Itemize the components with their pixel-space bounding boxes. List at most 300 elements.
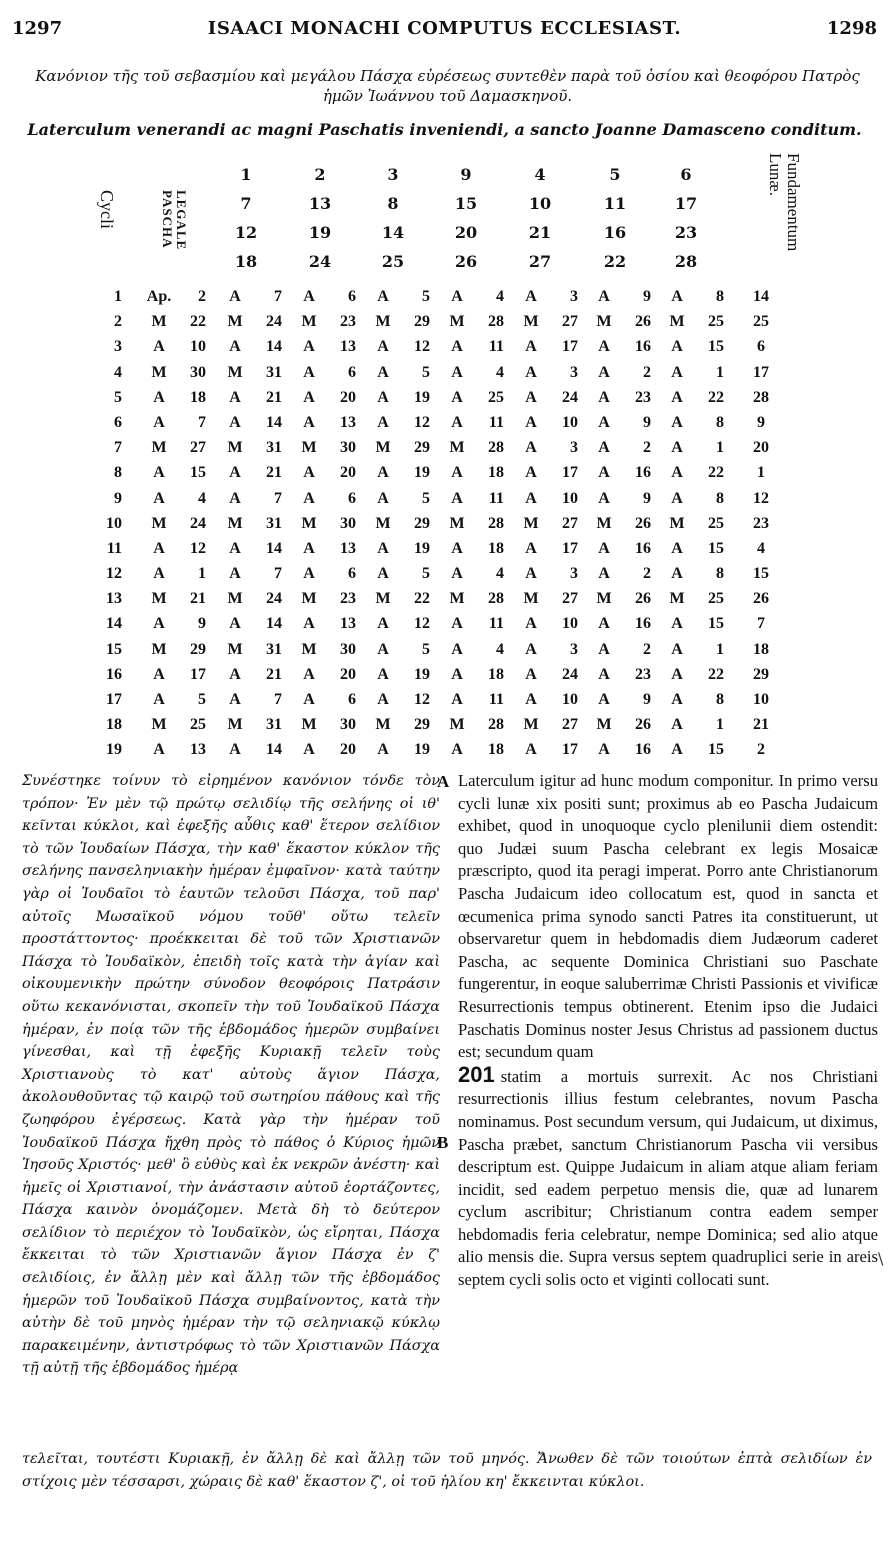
day-number: 14 xyxy=(266,615,282,633)
solar-cycle-number: 19 xyxy=(308,223,332,242)
day-number: 30 xyxy=(340,514,356,532)
month-abbrev: A xyxy=(377,489,389,507)
month-abbrev: M xyxy=(227,640,243,658)
day-number: 19 xyxy=(414,388,430,406)
month-abbrev: A xyxy=(153,665,165,683)
month-abbrev: M xyxy=(375,514,391,532)
month-abbrev: A xyxy=(525,665,537,683)
month-abbrev: A xyxy=(598,413,610,431)
day-number: 11 xyxy=(488,691,504,708)
day-number: 22 xyxy=(708,388,724,406)
day-number: 18 xyxy=(488,741,504,759)
month-abbrev: A xyxy=(525,539,537,557)
month-abbrev: A xyxy=(671,363,683,381)
month-abbrev: M xyxy=(596,590,612,608)
day-number: 18 xyxy=(488,665,504,683)
month-abbrev: A xyxy=(303,388,315,406)
lunar-cycle-number: 10 xyxy=(106,514,122,532)
month-abbrev: M xyxy=(151,313,167,331)
column-heading-legale-pascha xyxy=(160,190,188,280)
month-abbrev: A xyxy=(303,615,315,633)
month-abbrev: A xyxy=(153,691,165,708)
month-abbrev: A xyxy=(671,288,683,305)
day-number: 19 xyxy=(414,464,430,482)
day-number: 29 xyxy=(414,439,430,457)
month-abbrev: M xyxy=(449,716,465,734)
day-number: 5 xyxy=(422,363,430,381)
greek-tail-paragraph: τελεῖται, τουτέστι Κυριακῇ, ἐν ἄλλῃ δὲ καὶ ἄλλῃ τῶν τοῦ μηνός. Ἄνωθεν δὲ τῶν τοιούτων ἑπτὰ σελιδίων ἐν στίχοις μὲν τέσσαρσι, χώραις δὲ καθ' ἕκαστον ζ', οἱ τοῦ ἡλίου κη' ἔκκεινται κύκλοι. xyxy=(22,1451,872,1490)
day-number: 14 xyxy=(266,413,282,431)
fundamentum-lunae-value: 15 xyxy=(753,565,769,583)
fundamentum-lunae-value: 1 xyxy=(757,464,765,482)
month-abbrev: M xyxy=(596,716,612,734)
legale-label: LEGALE xyxy=(174,190,189,251)
month-abbrev: A xyxy=(229,691,241,708)
month-abbrev: A xyxy=(598,640,610,658)
month-abbrev: A xyxy=(451,413,463,431)
day-number: 13 xyxy=(340,413,356,431)
day-number: 12 xyxy=(414,338,430,356)
day-number: 30 xyxy=(340,640,356,658)
day-number: 15 xyxy=(708,539,724,557)
running-title: ISAACI MONACHI COMPUTUS ECCLESIAST. xyxy=(207,18,682,39)
solar-cycle-number: 22 xyxy=(603,252,627,271)
day-number: 24 xyxy=(562,665,578,683)
month-abbrev: A xyxy=(303,489,315,507)
day-number: 24 xyxy=(562,388,578,406)
lunar-cycle-number: 17 xyxy=(106,691,122,708)
day-number: 6 xyxy=(348,489,356,507)
month-abbrev: A xyxy=(598,288,610,305)
day-number: 20 xyxy=(340,464,356,482)
day-number: 20 xyxy=(340,388,356,406)
month-abbrev: A xyxy=(671,640,683,658)
month-abbrev: M xyxy=(375,716,391,734)
month-abbrev: M xyxy=(301,640,317,658)
solar-cycle-number: 17 xyxy=(674,194,698,213)
greek-paragraph: Συνέστηκε τοίνυν τὸ εἰρημένον κανόνιον τόνδε τὸν τρόπον· Ἐν μὲν τῷ πρώτῳ σελιδίῳ τῆς σελήνης οἱ ιθ' κεῖνται κύκλοι, καὶ ἐφεξῆς αὖθις καθ' ἕτερον σελίδιον τὸ τῶν Ἰουδαίων Πάσχα, τὴν καθ' ἕκαστον κύκλον τῆς σελήνης πανσεληνιακὴν ἡμέραν ἐμφαῖνον· κατὰ ταύτην γὰρ οἱ Ἰουδαῖοι τὸ ἑαυτῶν τελοῦσι Πάσχα, τοῦ παρ' αὐτοῖς Μωσαϊκοῦ νόμου τοῦθ' οὕτω τελεῖν προστάττοντος· προέκκειται δὲ τοῦ τῶν Χριστιανῶν Πάσχα τὸ Ἰουδαϊκὸν, ἐπειδὴ τοῖς κατὰ τὴν ἁγίαν καὶ οἰκουμενικὴν πρώτην σύνοδον θεοφόροις Πατράσιν οὕτω κεκανόνισται, σκοπεῖν τὴν τοῦ Ἰουδαϊκοῦ Πάσχα ἡμέραν, ἐν ποίᾳ τῶν τῆς ἑβδομάδος ἡμερῶν συμβαίνει γίνεσθαι, καὶ τῇ ἐφεξῆς Κυριακῇ τελεῖν τοὺς Χριστιανοὺς τὸ κατ' αὐτοὺς ἅγιον Πάσχα, ἀκολουθοῦντας τῷ καιρῷ τοῦ σωτηρίου πάθους καὶ τῆς ζωηφόρου ἐγέρσεως. Κατὰ γὰρ τὴν ἡμέραν τοῦ Ἰουδαϊκοῦ Πάσχα ἤχθη πρὸς τὸ πάθος ὁ Κύριος ἡμῶν Ἰησοῦς Χριστός· μεθ' ὃ εὐθὺς καὶ ἐκ νεκρῶν ἀνέστη· καὶ ἡμεῖς οἱ Χριστιανοί, τὴν ἀνάστασιν αὐτοῦ ἑορτάζοντες, Πάσχα καινὸν ὀνομάζομεν. Μετὰ δὴ τὸ δεύτερον σελίδιον τὸ περιέχον τὸ Ἰουδαϊκὸν, ὡς εἴρηται, Πάσχα ἔκκειται τὸ τῶν Χριστιανῶν ἅγιον Πάσχα ἐν ζ' σελιδίοις, ἐν ἄλλῃ μὲν καὶ ἄλλῃ τῶν τῆς ἑβδομάδος ἡμερῶν τοῦ Ἰουδαϊκοῦ Πάσχα συμβαίνοντος, κατὰ τὴν αὐτὴν δὲ τοῦ μηνὸς ἡμέραν τὴν τῷ σεληνιακῷ κύκλῳ παρακειμένην, ἀντιστρόφως τὸ τῶν Χριστιανῶν Πάσχα τῇ αὐτῇ τῆς ἑβδομάδος ἡμέρᾳ xyxy=(22,773,440,1377)
month-abbrev: A xyxy=(525,615,537,633)
lunar-cycle-number: 9 xyxy=(114,489,122,507)
fundamentum-lunae-value: 4 xyxy=(757,539,765,557)
solar-cycle-number: 13 xyxy=(308,194,332,213)
day-number: 7 xyxy=(274,288,282,305)
month-abbrev: A xyxy=(525,413,537,431)
month-abbrev: A xyxy=(525,464,537,482)
month-abbrev: A xyxy=(451,489,463,507)
month-abbrev: A xyxy=(671,464,683,482)
month-abbrev: A xyxy=(377,388,389,406)
month-abbrev: A xyxy=(229,741,241,759)
day-number: 9 xyxy=(643,489,651,507)
month-abbrev: A xyxy=(451,565,463,583)
month-abbrev: M xyxy=(669,514,685,532)
day-number: 27 xyxy=(562,313,578,331)
day-number: 1 xyxy=(198,565,206,583)
month-abbrev: A xyxy=(153,489,165,507)
lunar-cycle-number: 14 xyxy=(106,615,122,633)
month-abbrev: A xyxy=(229,565,241,583)
day-number: 31 xyxy=(266,363,282,381)
page-number-right: 1298 xyxy=(826,18,877,39)
day-number: 27 xyxy=(562,514,578,532)
month-abbrev: A xyxy=(377,413,389,431)
lunar-cycle-number: 2 xyxy=(114,313,122,331)
month-abbrev: A xyxy=(153,388,165,406)
month-abbrev: A xyxy=(525,363,537,381)
solar-cycle-number: 16 xyxy=(603,223,627,242)
fundamentum-lunae-value: 29 xyxy=(753,665,769,683)
month-abbrev: M xyxy=(151,439,167,457)
fundamentum-lunae-value: 12 xyxy=(753,489,769,507)
day-number: 1 xyxy=(716,716,724,734)
day-number: 6 xyxy=(348,691,356,708)
fundamentum-lunae-value: 10 xyxy=(753,691,769,708)
month-abbrev: A xyxy=(451,539,463,557)
day-number: 11 xyxy=(488,338,504,356)
day-number: 25 xyxy=(488,388,504,406)
month-abbrev: A xyxy=(598,665,610,683)
month-abbrev: A xyxy=(303,741,315,759)
day-number: 8 xyxy=(716,691,724,708)
day-number: 15 xyxy=(190,464,206,482)
month-abbrev: A xyxy=(451,615,463,633)
month-abbrev: A xyxy=(229,539,241,557)
month-abbrev: A xyxy=(377,539,389,557)
month-abbrev: M xyxy=(227,439,243,457)
month-abbrev: M xyxy=(227,313,243,331)
day-number: 7 xyxy=(274,565,282,583)
month-abbrev: A xyxy=(153,615,165,633)
month-abbrev: Ap. xyxy=(146,288,172,305)
month-abbrev: A xyxy=(598,489,610,507)
month-abbrev: A xyxy=(451,640,463,658)
day-number: 8 xyxy=(716,565,724,583)
day-number: 9 xyxy=(643,413,651,431)
day-number: 14 xyxy=(266,338,282,356)
day-number: 13 xyxy=(340,338,356,356)
month-abbrev: A xyxy=(229,615,241,633)
day-number: 17 xyxy=(562,539,578,557)
fundamentum-lunae-value: 28 xyxy=(753,388,769,406)
month-abbrev: A xyxy=(525,288,537,305)
month-abbrev: A xyxy=(229,413,241,431)
month-abbrev: A xyxy=(451,741,463,759)
fundamentum-lunae-value: 6 xyxy=(757,338,765,356)
month-abbrev: A xyxy=(598,565,610,583)
month-abbrev: A xyxy=(451,288,463,305)
day-number: 26 xyxy=(635,514,651,532)
month-abbrev: M xyxy=(375,590,391,608)
pascha-label: PASCHA xyxy=(160,190,175,249)
fundamentum-lunae-value: 23 xyxy=(753,514,769,532)
month-abbrev: M xyxy=(596,514,612,532)
day-number: 18 xyxy=(488,464,504,482)
day-number: 19 xyxy=(414,741,430,759)
month-abbrev: A xyxy=(451,464,463,482)
solar-cycle-number: 15 xyxy=(454,194,478,213)
day-number: 2 xyxy=(643,363,651,381)
month-abbrev: A xyxy=(671,539,683,557)
month-abbrev: A xyxy=(525,640,537,658)
month-abbrev: A xyxy=(153,539,165,557)
day-number: 2 xyxy=(198,288,206,305)
day-number: 25 xyxy=(708,514,724,532)
month-abbrev: A xyxy=(451,691,463,708)
fundamentum-lunae-value: 25 xyxy=(753,313,769,331)
day-number: 6 xyxy=(348,288,356,305)
day-number: 16 xyxy=(635,741,651,759)
day-number: 9 xyxy=(643,691,651,708)
column-heading-cycli: Cycli xyxy=(97,190,117,229)
month-abbrev: A xyxy=(525,691,537,708)
margin-letter-b: B xyxy=(437,1133,449,1152)
day-number: 7 xyxy=(274,489,282,507)
month-abbrev: A xyxy=(671,413,683,431)
day-number: 10 xyxy=(562,413,578,431)
greek-text-column xyxy=(22,770,440,1380)
day-number: 30 xyxy=(340,716,356,734)
day-number: 28 xyxy=(488,716,504,734)
solar-cycle-number: 4 xyxy=(534,165,546,184)
day-number: 18 xyxy=(488,539,504,557)
day-number: 2 xyxy=(643,640,651,658)
day-number: 26 xyxy=(635,716,651,734)
month-abbrev: A xyxy=(598,539,610,557)
month-abbrev: A xyxy=(671,388,683,406)
month-abbrev: M xyxy=(227,363,243,381)
day-number: 25 xyxy=(708,590,724,608)
month-abbrev: A xyxy=(303,413,315,431)
day-number: 17 xyxy=(562,338,578,356)
month-abbrev: A xyxy=(377,464,389,482)
lunar-cycle-number: 1 xyxy=(114,288,122,305)
solar-cycle-number: 20 xyxy=(454,223,478,242)
month-abbrev: A xyxy=(525,741,537,759)
day-number: 1 xyxy=(716,363,724,381)
month-abbrev: A xyxy=(377,691,389,708)
greek-text-continuation xyxy=(22,1448,872,1493)
day-number: 3 xyxy=(570,439,578,457)
month-abbrev: A xyxy=(451,338,463,356)
day-number: 5 xyxy=(198,691,206,708)
day-number: 30 xyxy=(340,439,356,457)
day-number: 11 xyxy=(488,489,504,507)
month-abbrev: A xyxy=(598,691,610,708)
day-number: 31 xyxy=(266,716,282,734)
day-number: 11 xyxy=(488,413,504,431)
day-number: 11 xyxy=(488,615,504,633)
lunar-cycle-number: 8 xyxy=(114,464,122,482)
day-number: 6 xyxy=(348,363,356,381)
fundamentum-lunae-value: 14 xyxy=(753,288,769,305)
day-number: 26 xyxy=(635,590,651,608)
day-number: 22 xyxy=(190,313,206,331)
month-abbrev: A xyxy=(303,539,315,557)
solar-cycle-number: 9 xyxy=(460,165,472,184)
month-abbrev: A xyxy=(598,363,610,381)
day-number: 8 xyxy=(716,288,724,305)
month-abbrev: M xyxy=(301,313,317,331)
day-number: 4 xyxy=(496,565,504,583)
day-number: 3 xyxy=(570,565,578,583)
greek-table-title: Κανόνιον τῆς τοῦ σεβασμίου καὶ μεγάλου Πάσχα εὑρέσεως συντεθὲν παρὰ τοῦ ὁσίου καὶ θεοφόρου Πατρὸς ἡμῶν Ἰωάννου τοῦ Δαμασκηνοῦ. xyxy=(35,67,860,105)
day-number: 13 xyxy=(190,741,206,759)
page-number-left: 1297 xyxy=(12,18,63,39)
month-abbrev: A xyxy=(303,464,315,482)
day-number: 4 xyxy=(496,640,504,658)
solar-cycle-number: 2 xyxy=(314,165,326,184)
running-header xyxy=(12,18,877,42)
month-abbrev: M xyxy=(449,590,465,608)
day-number: 28 xyxy=(488,313,504,331)
month-abbrev: M xyxy=(301,514,317,532)
lunar-cycle-number: 16 xyxy=(106,665,122,683)
day-number: 15 xyxy=(708,741,724,759)
solar-cycle-number: 25 xyxy=(381,252,405,271)
month-abbrev: M xyxy=(523,590,539,608)
lunar-cycle-number: 15 xyxy=(106,640,122,658)
month-abbrev: M xyxy=(669,313,685,331)
month-abbrev: M xyxy=(227,514,243,532)
month-abbrev: A xyxy=(303,288,315,305)
day-number: 14 xyxy=(266,741,282,759)
day-number: 21 xyxy=(266,388,282,406)
day-number: 5 xyxy=(422,565,430,583)
lunar-cycle-number: 3 xyxy=(114,338,122,356)
day-number: 26 xyxy=(635,313,651,331)
solar-cycle-number: 23 xyxy=(674,223,698,242)
month-abbrev: A xyxy=(153,741,165,759)
month-abbrev: A xyxy=(598,439,610,457)
month-abbrev: A xyxy=(229,388,241,406)
day-number: 10 xyxy=(562,615,578,633)
day-number: 12 xyxy=(414,691,430,708)
day-number: 20 xyxy=(340,665,356,683)
month-abbrev: A xyxy=(377,288,389,305)
latin-paragraph-b-text: statim a mortuis surrexit. Ac nos Christiani resurrectionis illius festum celebrantes, novum Pascha nominamus. Post secundum versum, qui Judaicum, ut diximus, Pascha præbet, sanctum Christianorum Pascha vii versibus descriptum est. Quippe Judaicum in aliam atque aliam feriam incidit, sed eadem perpetuo mensis die, quæ ad lunarem cyclum ascribitur; Christianum contra eadem semper hebdomadis feria celebratur, nempe Dominica; sed alio atque alio mensis die. Supra versus septem quadruplici serie in areis septem cycli solis octo et viginti collocati sunt. xyxy=(458,1066,878,1290)
month-abbrev: M xyxy=(151,363,167,381)
day-number: 29 xyxy=(414,514,430,532)
month-abbrev: A xyxy=(303,338,315,356)
day-number: 14 xyxy=(266,539,282,557)
day-number: 4 xyxy=(496,288,504,305)
lunar-cycle-number: 13 xyxy=(106,590,122,608)
day-number: 17 xyxy=(190,665,206,683)
month-abbrev: M xyxy=(301,716,317,734)
month-abbrev: A xyxy=(525,489,537,507)
month-abbrev: A xyxy=(303,565,315,583)
margin-mark: \ xyxy=(878,1249,884,1268)
day-number: 13 xyxy=(340,615,356,633)
solar-cycle-number: 3 xyxy=(387,165,399,184)
day-number: 31 xyxy=(266,640,282,658)
day-number: 6 xyxy=(348,565,356,583)
fundamentum-lunae-value: 2 xyxy=(757,741,765,759)
fundamentum-label: Fundamentum xyxy=(784,153,803,252)
month-abbrev: A xyxy=(451,363,463,381)
month-abbrev: A xyxy=(451,665,463,683)
month-abbrev: A xyxy=(303,363,315,381)
day-number: 25 xyxy=(708,313,724,331)
lunar-cycle-number: 7 xyxy=(114,439,122,457)
month-abbrev: M xyxy=(151,590,167,608)
day-number: 8 xyxy=(716,413,724,431)
solar-cycle-number: 7 xyxy=(240,194,252,213)
day-number: 22 xyxy=(708,464,724,482)
month-abbrev: M xyxy=(227,590,243,608)
month-abbrev: A xyxy=(525,338,537,356)
month-abbrev: M xyxy=(523,514,539,532)
solar-cycle-number: 24 xyxy=(308,252,332,271)
lunae-label: Lunæ. xyxy=(766,153,785,196)
day-number: 28 xyxy=(488,439,504,457)
month-abbrev: M xyxy=(301,439,317,457)
month-abbrev: A xyxy=(598,388,610,406)
month-abbrev: A xyxy=(377,338,389,356)
solar-cycle-number: 1 xyxy=(240,165,252,184)
day-number: 3 xyxy=(570,363,578,381)
margin-letter-a: A xyxy=(437,772,450,791)
month-abbrev: M xyxy=(375,313,391,331)
fundamentum-lunae-value: 17 xyxy=(753,363,769,381)
month-abbrev: A xyxy=(153,413,165,431)
latin-paragraph-b xyxy=(458,1061,878,1292)
day-number: 13 xyxy=(340,539,356,557)
lunar-cycle-number: 11 xyxy=(106,539,122,557)
month-abbrev: A xyxy=(671,565,683,583)
solar-cycle-number: 26 xyxy=(454,252,478,271)
column-heading-fundamentum-lunae xyxy=(766,153,802,283)
solar-cycle-number: 12 xyxy=(234,223,258,242)
day-number: 16 xyxy=(635,338,651,356)
solar-cycle-number: 6 xyxy=(680,165,692,184)
fundamentum-lunae-value: 26 xyxy=(753,590,769,608)
day-number: 29 xyxy=(414,313,430,331)
latin-text-column xyxy=(458,770,878,1292)
month-abbrev: A xyxy=(451,388,463,406)
month-abbrev: M xyxy=(523,313,539,331)
day-number: 30 xyxy=(190,363,206,381)
day-number: 4 xyxy=(496,363,504,381)
month-abbrev: A xyxy=(671,338,683,356)
month-abbrev: M xyxy=(449,514,465,532)
day-number: 3 xyxy=(570,640,578,658)
month-abbrev: M xyxy=(449,439,465,457)
day-number: 16 xyxy=(635,464,651,482)
day-number: 28 xyxy=(488,514,504,532)
day-number: 16 xyxy=(635,615,651,633)
day-number: 5 xyxy=(422,288,430,305)
day-number: 5 xyxy=(422,489,430,507)
day-number: 10 xyxy=(190,338,206,356)
month-abbrev: A xyxy=(377,640,389,658)
day-number: 29 xyxy=(190,640,206,658)
day-number: 12 xyxy=(414,413,430,431)
fundamentum-lunae-value: 20 xyxy=(753,439,769,457)
day-number: 22 xyxy=(708,665,724,683)
day-number: 29 xyxy=(414,716,430,734)
lunar-cycle-number: 18 xyxy=(106,716,122,734)
month-abbrev: A xyxy=(377,741,389,759)
month-abbrev: A xyxy=(229,288,241,305)
day-number: 12 xyxy=(190,539,206,557)
month-abbrev: A xyxy=(598,338,610,356)
solar-cycle-number: 14 xyxy=(381,223,405,242)
day-number: 5 xyxy=(422,640,430,658)
day-number: 23 xyxy=(635,665,651,683)
day-number: 9 xyxy=(643,288,651,305)
